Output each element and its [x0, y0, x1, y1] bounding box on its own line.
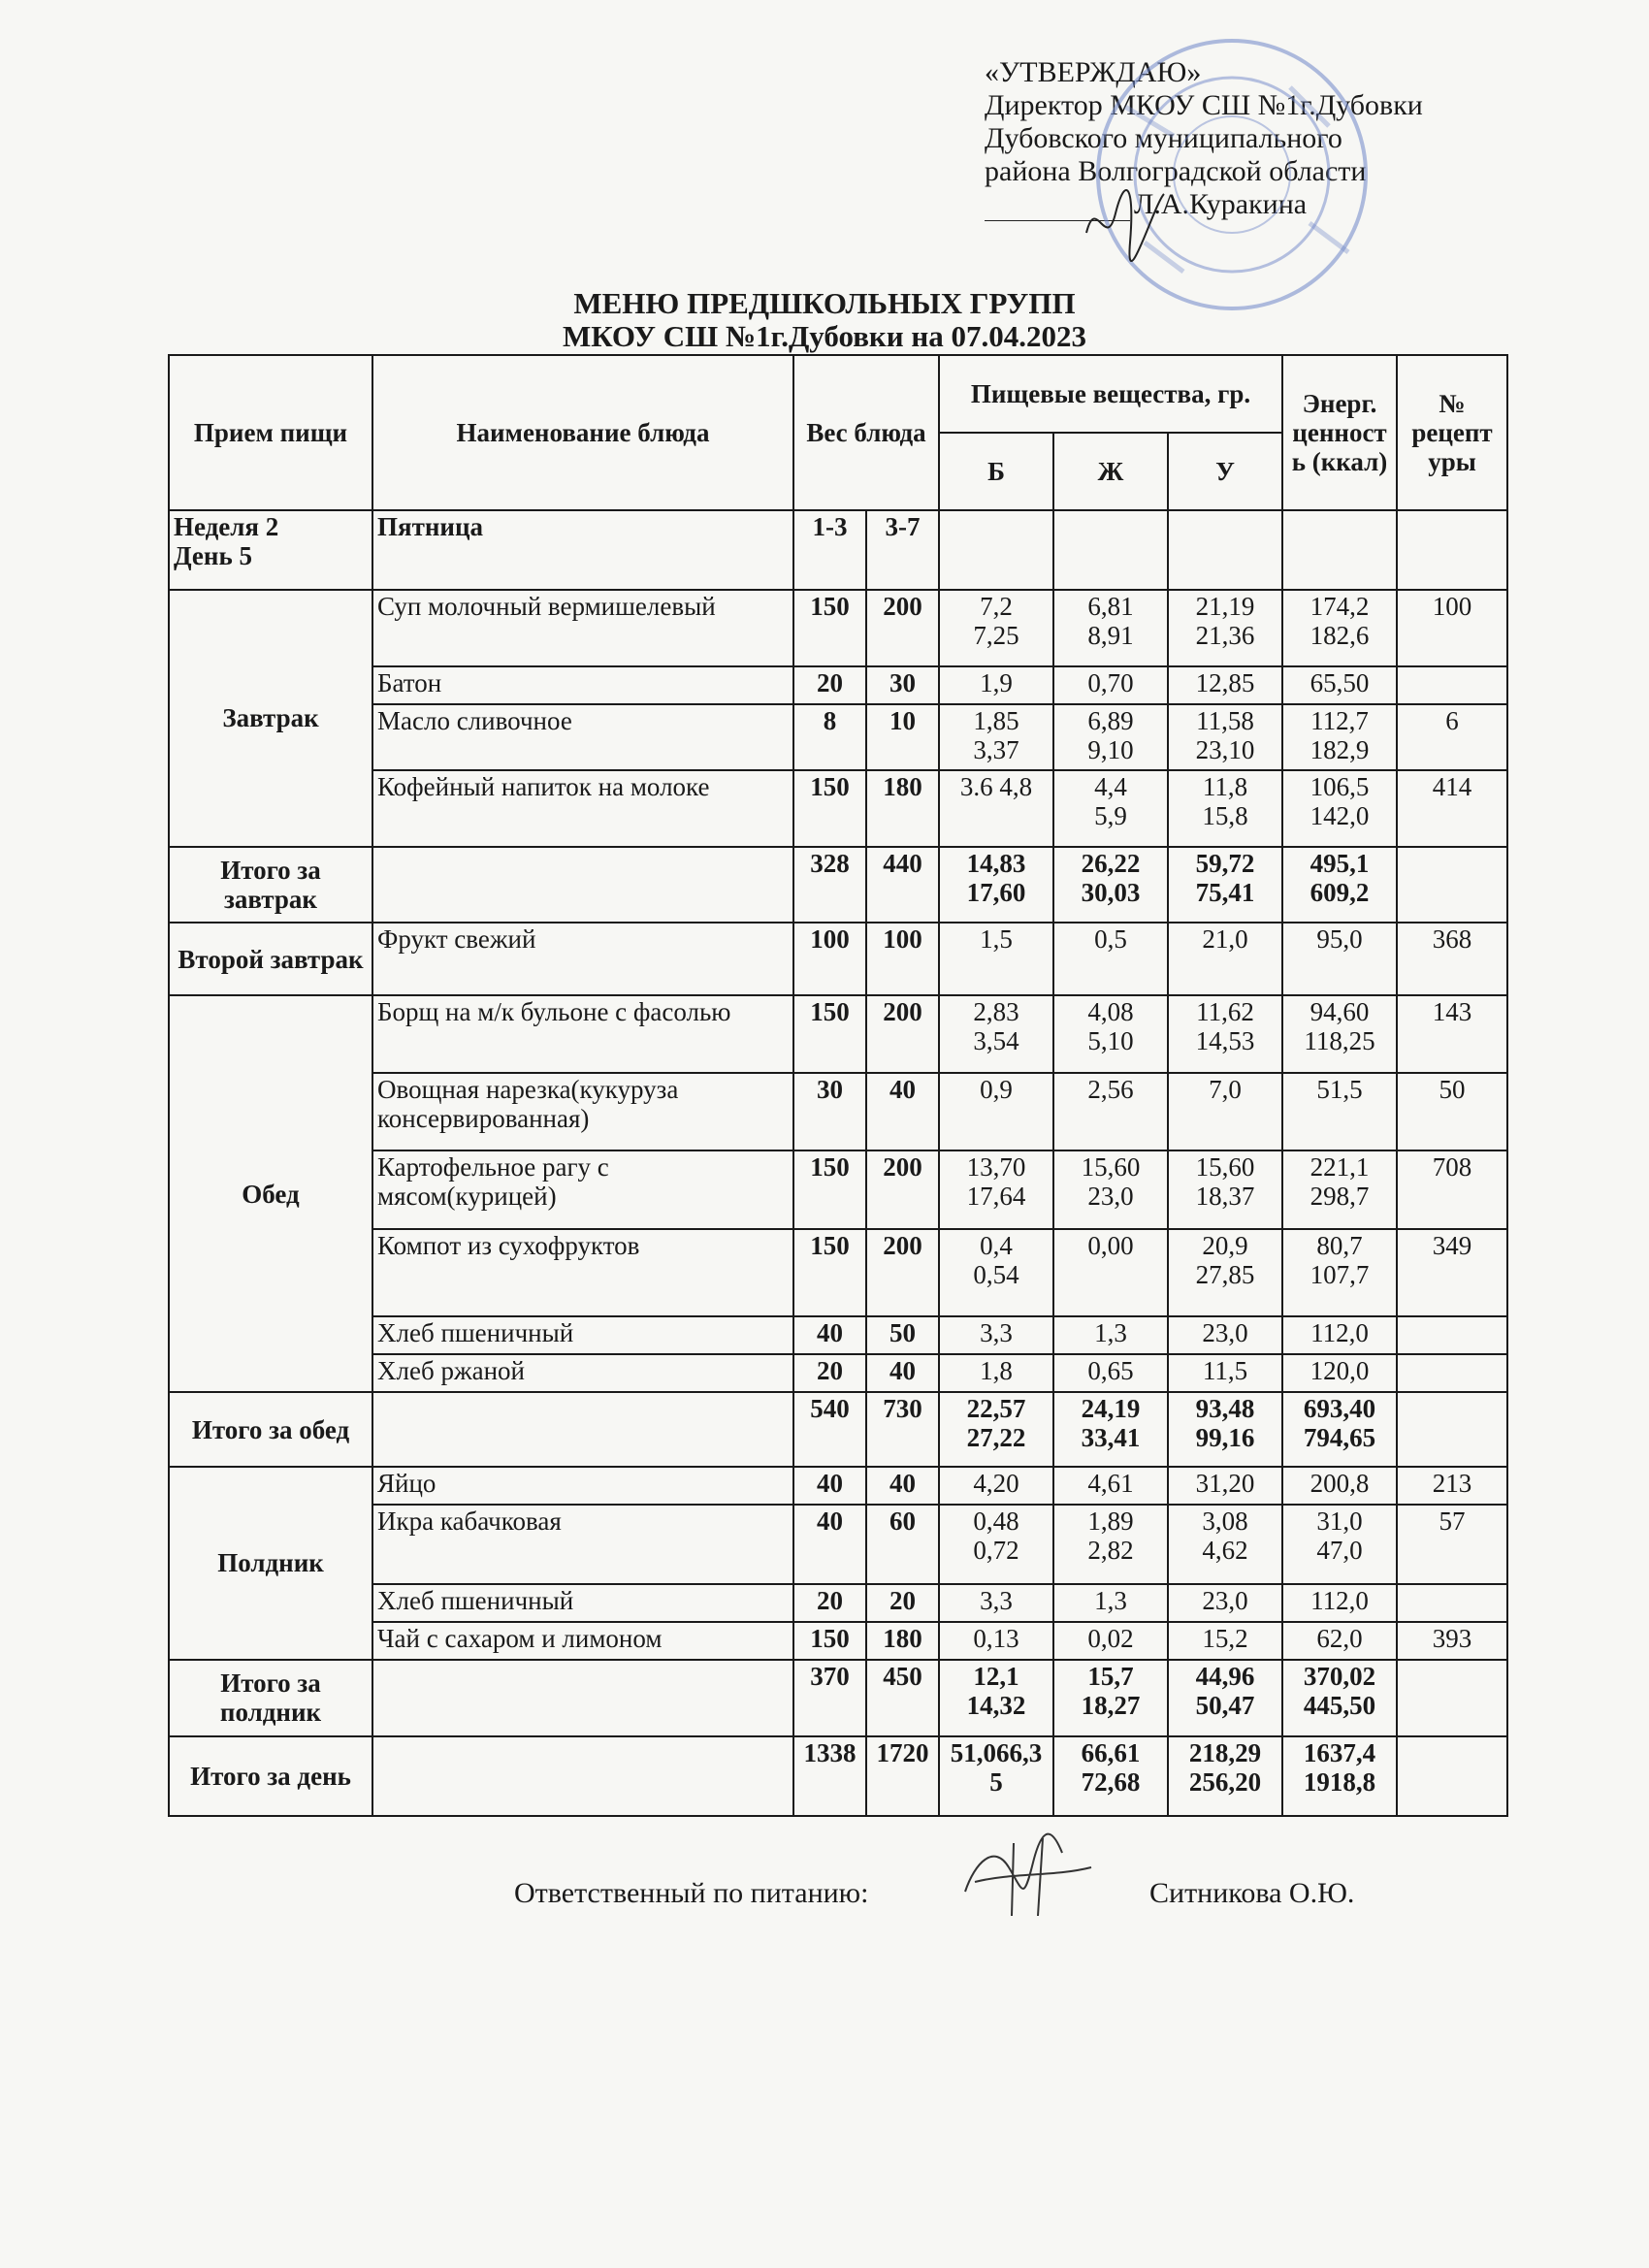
protein: 1,5	[939, 923, 1053, 996]
week-row	[169, 510, 1507, 590]
recipe-number	[1397, 1392, 1507, 1468]
protein: 12,1 14,32	[939, 1660, 1053, 1737]
header-protein: Б	[939, 433, 1053, 510]
recipe-number	[1397, 847, 1507, 923]
weight-2: 50	[866, 1316, 939, 1354]
document-subtitle: МКОУ СШ №1г.Дубовки на 07.04.2023	[562, 319, 1087, 353]
dish-name: Фрукт свежий	[372, 923, 793, 996]
weight-2: 60	[866, 1505, 939, 1584]
energy: 31,0 47,0	[1282, 1505, 1397, 1584]
weekday-label: Пятница	[372, 510, 793, 590]
footer-responsible	[514, 1877, 1355, 1910]
carbs: 44,96 50,47	[1168, 1660, 1282, 1737]
recipe-number	[1397, 1736, 1507, 1816]
protein: 0,9	[939, 1073, 1053, 1150]
protein: 51,066,3 5	[939, 1736, 1053, 1816]
header-carbs: У	[1168, 433, 1282, 510]
weight-1: 370	[793, 1660, 866, 1737]
carbs: 11,58 23,10	[1168, 704, 1282, 769]
protein: 3,3	[939, 1316, 1053, 1354]
weight-1: 150	[793, 770, 866, 848]
weight-2: 20	[866, 1584, 939, 1622]
energy: 94,60 118,25	[1282, 995, 1397, 1073]
weight-2: 100	[866, 923, 939, 996]
weight-2: 730	[866, 1392, 939, 1468]
weight-2: 40	[866, 1073, 939, 1150]
weight-1: 150	[793, 1150, 866, 1230]
protein: 1,9	[939, 666, 1053, 704]
energy: 106,5 142,0	[1282, 770, 1397, 848]
approval-name: Л.А.Куракина	[1134, 188, 1308, 220]
meal-second-breakfast: Второй завтрак	[169, 923, 372, 996]
fat: 0,70	[1053, 666, 1168, 704]
recipe-number: 349	[1397, 1229, 1507, 1316]
weight-1: 150	[793, 995, 866, 1073]
weight-1: 40	[793, 1505, 866, 1584]
dish-name: Хлеб пшеничный	[372, 1316, 793, 1354]
energy: 51,5	[1282, 1073, 1397, 1150]
protein: 1,8	[939, 1354, 1053, 1392]
dish-name	[372, 1736, 793, 1816]
carbs: 59,72 75,41	[1168, 847, 1282, 923]
document-title: МЕНЮ ПРЕДШКОЛЬНЫХ ГРУПП	[573, 286, 1076, 320]
carbs: 21,19 21,36	[1168, 590, 1282, 667]
energy: 95,0	[1282, 923, 1397, 996]
energy: 200,8	[1282, 1467, 1397, 1505]
table-row	[169, 590, 1507, 667]
menu-table-container	[168, 354, 1506, 1817]
energy: 112,0	[1282, 1584, 1397, 1622]
fat: 4,4 5,9	[1053, 770, 1168, 848]
weight-2: 180	[866, 1622, 939, 1660]
header-weight: Вес блюда	[793, 355, 939, 510]
weight-1: 328	[793, 847, 866, 923]
fat: 6,89 9,10	[1053, 704, 1168, 769]
header-fat: Ж	[1053, 433, 1168, 510]
header-energy: Энерг. ценност ь (ккал)	[1282, 355, 1397, 510]
energy: 370,02 445,50	[1282, 1660, 1397, 1737]
weight-1: 40	[793, 1316, 866, 1354]
energy: 80,7 107,7	[1282, 1229, 1397, 1316]
carbs: 11,8 15,8	[1168, 770, 1282, 848]
subtotal-label: Итого за обед	[169, 1392, 372, 1468]
recipe-number	[1397, 1354, 1507, 1392]
weight-1: 40	[793, 1467, 866, 1505]
energy: 693,40 794,65	[1282, 1392, 1397, 1468]
subtotal-label: Итого за полдник	[169, 1660, 372, 1737]
protein: 2,83 3,54	[939, 995, 1053, 1073]
dish-name: Овощная нарезка(кукуруза консервированная)	[372, 1073, 793, 1150]
fat: 0,5	[1053, 923, 1168, 996]
weight-1: 20	[793, 666, 866, 704]
energy: 174,2 182,6	[1282, 590, 1397, 667]
carbs: 15,60 18,37	[1168, 1150, 1282, 1230]
energy: 62,0	[1282, 1622, 1397, 1660]
recipe-number	[1397, 1584, 1507, 1622]
protein: 22,57 27,22	[939, 1392, 1053, 1468]
table-row	[169, 1467, 1507, 1505]
protein: 3,3	[939, 1584, 1053, 1622]
weight-1: 150	[793, 1229, 866, 1316]
carbs: 7,0	[1168, 1073, 1282, 1150]
dish-name	[372, 1660, 793, 1737]
carbs: 3,08 4,62	[1168, 1505, 1282, 1584]
weight-2: 40	[866, 1467, 939, 1505]
age-group-2: 3-7	[866, 510, 939, 590]
subtotal-row	[169, 1392, 1507, 1468]
carbs: 23,0	[1168, 1584, 1282, 1622]
carbs: 23,0	[1168, 1316, 1282, 1354]
signature-icon	[955, 1824, 1101, 1921]
weight-1: 540	[793, 1392, 866, 1468]
approval-line-3: Дубовского муниципального	[985, 122, 1342, 154]
weight-1: 20	[793, 1354, 866, 1392]
protein: 0,4 0,54	[939, 1229, 1053, 1316]
protein: 13,70 17,64	[939, 1150, 1053, 1230]
weight-2: 450	[866, 1660, 939, 1737]
recipe-number: 368	[1397, 923, 1507, 996]
weight-1: 100	[793, 923, 866, 996]
weight-2: 200	[866, 590, 939, 667]
subtotal-label: Итого за завтрак	[169, 847, 372, 923]
weight-1: 150	[793, 590, 866, 667]
dish-name: Компот из сухофруктов	[372, 1229, 793, 1316]
table-row	[169, 923, 1507, 996]
carbs: 11,62 14,53	[1168, 995, 1282, 1073]
header-row-1	[169, 355, 1507, 433]
fat: 26,22 30,03	[1053, 847, 1168, 923]
dish-name: Кофейный напиток на молоке	[372, 770, 793, 848]
week-label: Неделя 2 День 5	[169, 510, 372, 590]
dish-name: Батон	[372, 666, 793, 704]
weight-2: 200	[866, 1150, 939, 1230]
recipe-number: 57	[1397, 1505, 1507, 1584]
weight-2: 440	[866, 847, 939, 923]
fat: 6,81 8,91	[1053, 590, 1168, 667]
header-dish: Наименование блюда	[372, 355, 793, 510]
header-meal: Прием пищи	[169, 355, 372, 510]
recipe-number: 213	[1397, 1467, 1507, 1505]
weight-2: 200	[866, 995, 939, 1073]
recipe-number	[1397, 1316, 1507, 1354]
energy: 112,0	[1282, 1316, 1397, 1354]
energy: 221,1 298,7	[1282, 1150, 1397, 1230]
fat: 0,65	[1053, 1354, 1168, 1392]
age-group-1: 1-3	[793, 510, 866, 590]
fat: 4,08 5,10	[1053, 995, 1168, 1073]
fat: 1,3	[1053, 1316, 1168, 1354]
energy: 1637,4 1918,8	[1282, 1736, 1397, 1816]
fat: 0,02	[1053, 1622, 1168, 1660]
recipe-number: 50	[1397, 1073, 1507, 1150]
dish-name: Яйцо	[372, 1467, 793, 1505]
weight-1: 1338	[793, 1736, 866, 1816]
fat: 15,7 18,27	[1053, 1660, 1168, 1737]
energy: 112,7 182,9	[1282, 704, 1397, 769]
weight-2: 10	[866, 704, 939, 769]
recipe-number	[1397, 666, 1507, 704]
dish-name: Суп молочный вермишелевый	[372, 590, 793, 667]
dish-name: Хлеб пшеничный	[372, 1584, 793, 1622]
responsible-label: Ответственный по питанию:	[514, 1877, 869, 1909]
weight-2: 200	[866, 1229, 939, 1316]
protein: 4,20	[939, 1467, 1053, 1505]
protein: 7,2 7,25	[939, 590, 1053, 667]
weight-2: 40	[866, 1354, 939, 1392]
dish-name: Борщ на м/к бульоне с фасолью	[372, 995, 793, 1073]
carbs: 21,0	[1168, 923, 1282, 996]
protein: 0,48 0,72	[939, 1505, 1053, 1584]
energy: 120,0	[1282, 1354, 1397, 1392]
carbs: 15,2	[1168, 1622, 1282, 1660]
carbs: 31,20	[1168, 1467, 1282, 1505]
recipe-number: 414	[1397, 770, 1507, 848]
carbs: 11,5	[1168, 1354, 1282, 1392]
recipe-number: 393	[1397, 1622, 1507, 1660]
fat: 24,19 33,41	[1053, 1392, 1168, 1468]
fat: 1,3	[1053, 1584, 1168, 1622]
weight-1: 8	[793, 704, 866, 769]
energy: 65,50	[1282, 666, 1397, 704]
dish-name: Чай с сахаром и лимоном	[372, 1622, 793, 1660]
dish-name: Хлеб ржаной	[372, 1354, 793, 1392]
weight-1: 20	[793, 1584, 866, 1622]
protein: 1,85 3,37	[939, 704, 1053, 769]
fat: 15,60 23,0	[1053, 1150, 1168, 1230]
approval-line-4: района Волгоградской области	[985, 155, 1367, 187]
protein: 14,83 17,60	[939, 847, 1053, 923]
weight-2: 180	[866, 770, 939, 848]
dish-name: Картофельное рагу с мясом(курицей)	[372, 1150, 793, 1230]
subtotal-row	[169, 847, 1507, 923]
menu-table	[168, 354, 1508, 1817]
carbs: 12,85	[1168, 666, 1282, 704]
fat: 66,61 72,68	[1053, 1736, 1168, 1816]
energy: 495,1 609,2	[1282, 847, 1397, 923]
total-row	[169, 1736, 1507, 1816]
weight-2: 1720	[866, 1736, 939, 1816]
weight-2: 30	[866, 666, 939, 704]
fat: 1,89 2,82	[1053, 1505, 1168, 1584]
recipe-number	[1397, 1660, 1507, 1737]
carbs: 93,48 99,16	[1168, 1392, 1282, 1468]
recipe-number: 708	[1397, 1150, 1507, 1230]
approval-line-2: Директор МКОУ СШ №1г.Дубовки	[985, 89, 1423, 121]
carbs: 218,29 256,20	[1168, 1736, 1282, 1816]
dish-name: Икра кабачковая	[372, 1505, 793, 1584]
recipe-number: 100	[1397, 590, 1507, 667]
header-recipe: № рецепт уры	[1397, 355, 1507, 510]
recipe-number: 6	[1397, 704, 1507, 769]
fat: 0,00	[1053, 1229, 1168, 1316]
approval-line-1: «УТВЕРЖДАЮ»	[985, 56, 1202, 88]
carbs: 20,9 27,85	[1168, 1229, 1282, 1316]
total-label: Итого за день	[169, 1736, 372, 1816]
table-row	[169, 995, 1507, 1073]
meal-afternoon-snack: Полдник	[169, 1467, 372, 1659]
responsible-name: Ситникова О.Ю.	[1149, 1877, 1355, 1909]
protein: 0,13	[939, 1622, 1053, 1660]
header-nutrients: Пищевые вещества, гр.	[939, 355, 1282, 433]
protein: 3.6 4,8	[939, 770, 1053, 848]
weight-1: 30	[793, 1073, 866, 1150]
subtotal-row	[169, 1660, 1507, 1737]
meal-lunch: Обед	[169, 995, 372, 1391]
dish-name	[372, 847, 793, 923]
recipe-number: 143	[1397, 995, 1507, 1073]
meal-breakfast: Завтрак	[169, 590, 372, 848]
fat: 4,61	[1053, 1467, 1168, 1505]
dish-name	[372, 1392, 793, 1468]
director-signature-icon	[1077, 175, 1174, 262]
weight-1: 150	[793, 1622, 866, 1660]
fat: 2,56	[1053, 1073, 1168, 1150]
dish-name: Масло сливочное	[372, 704, 793, 769]
